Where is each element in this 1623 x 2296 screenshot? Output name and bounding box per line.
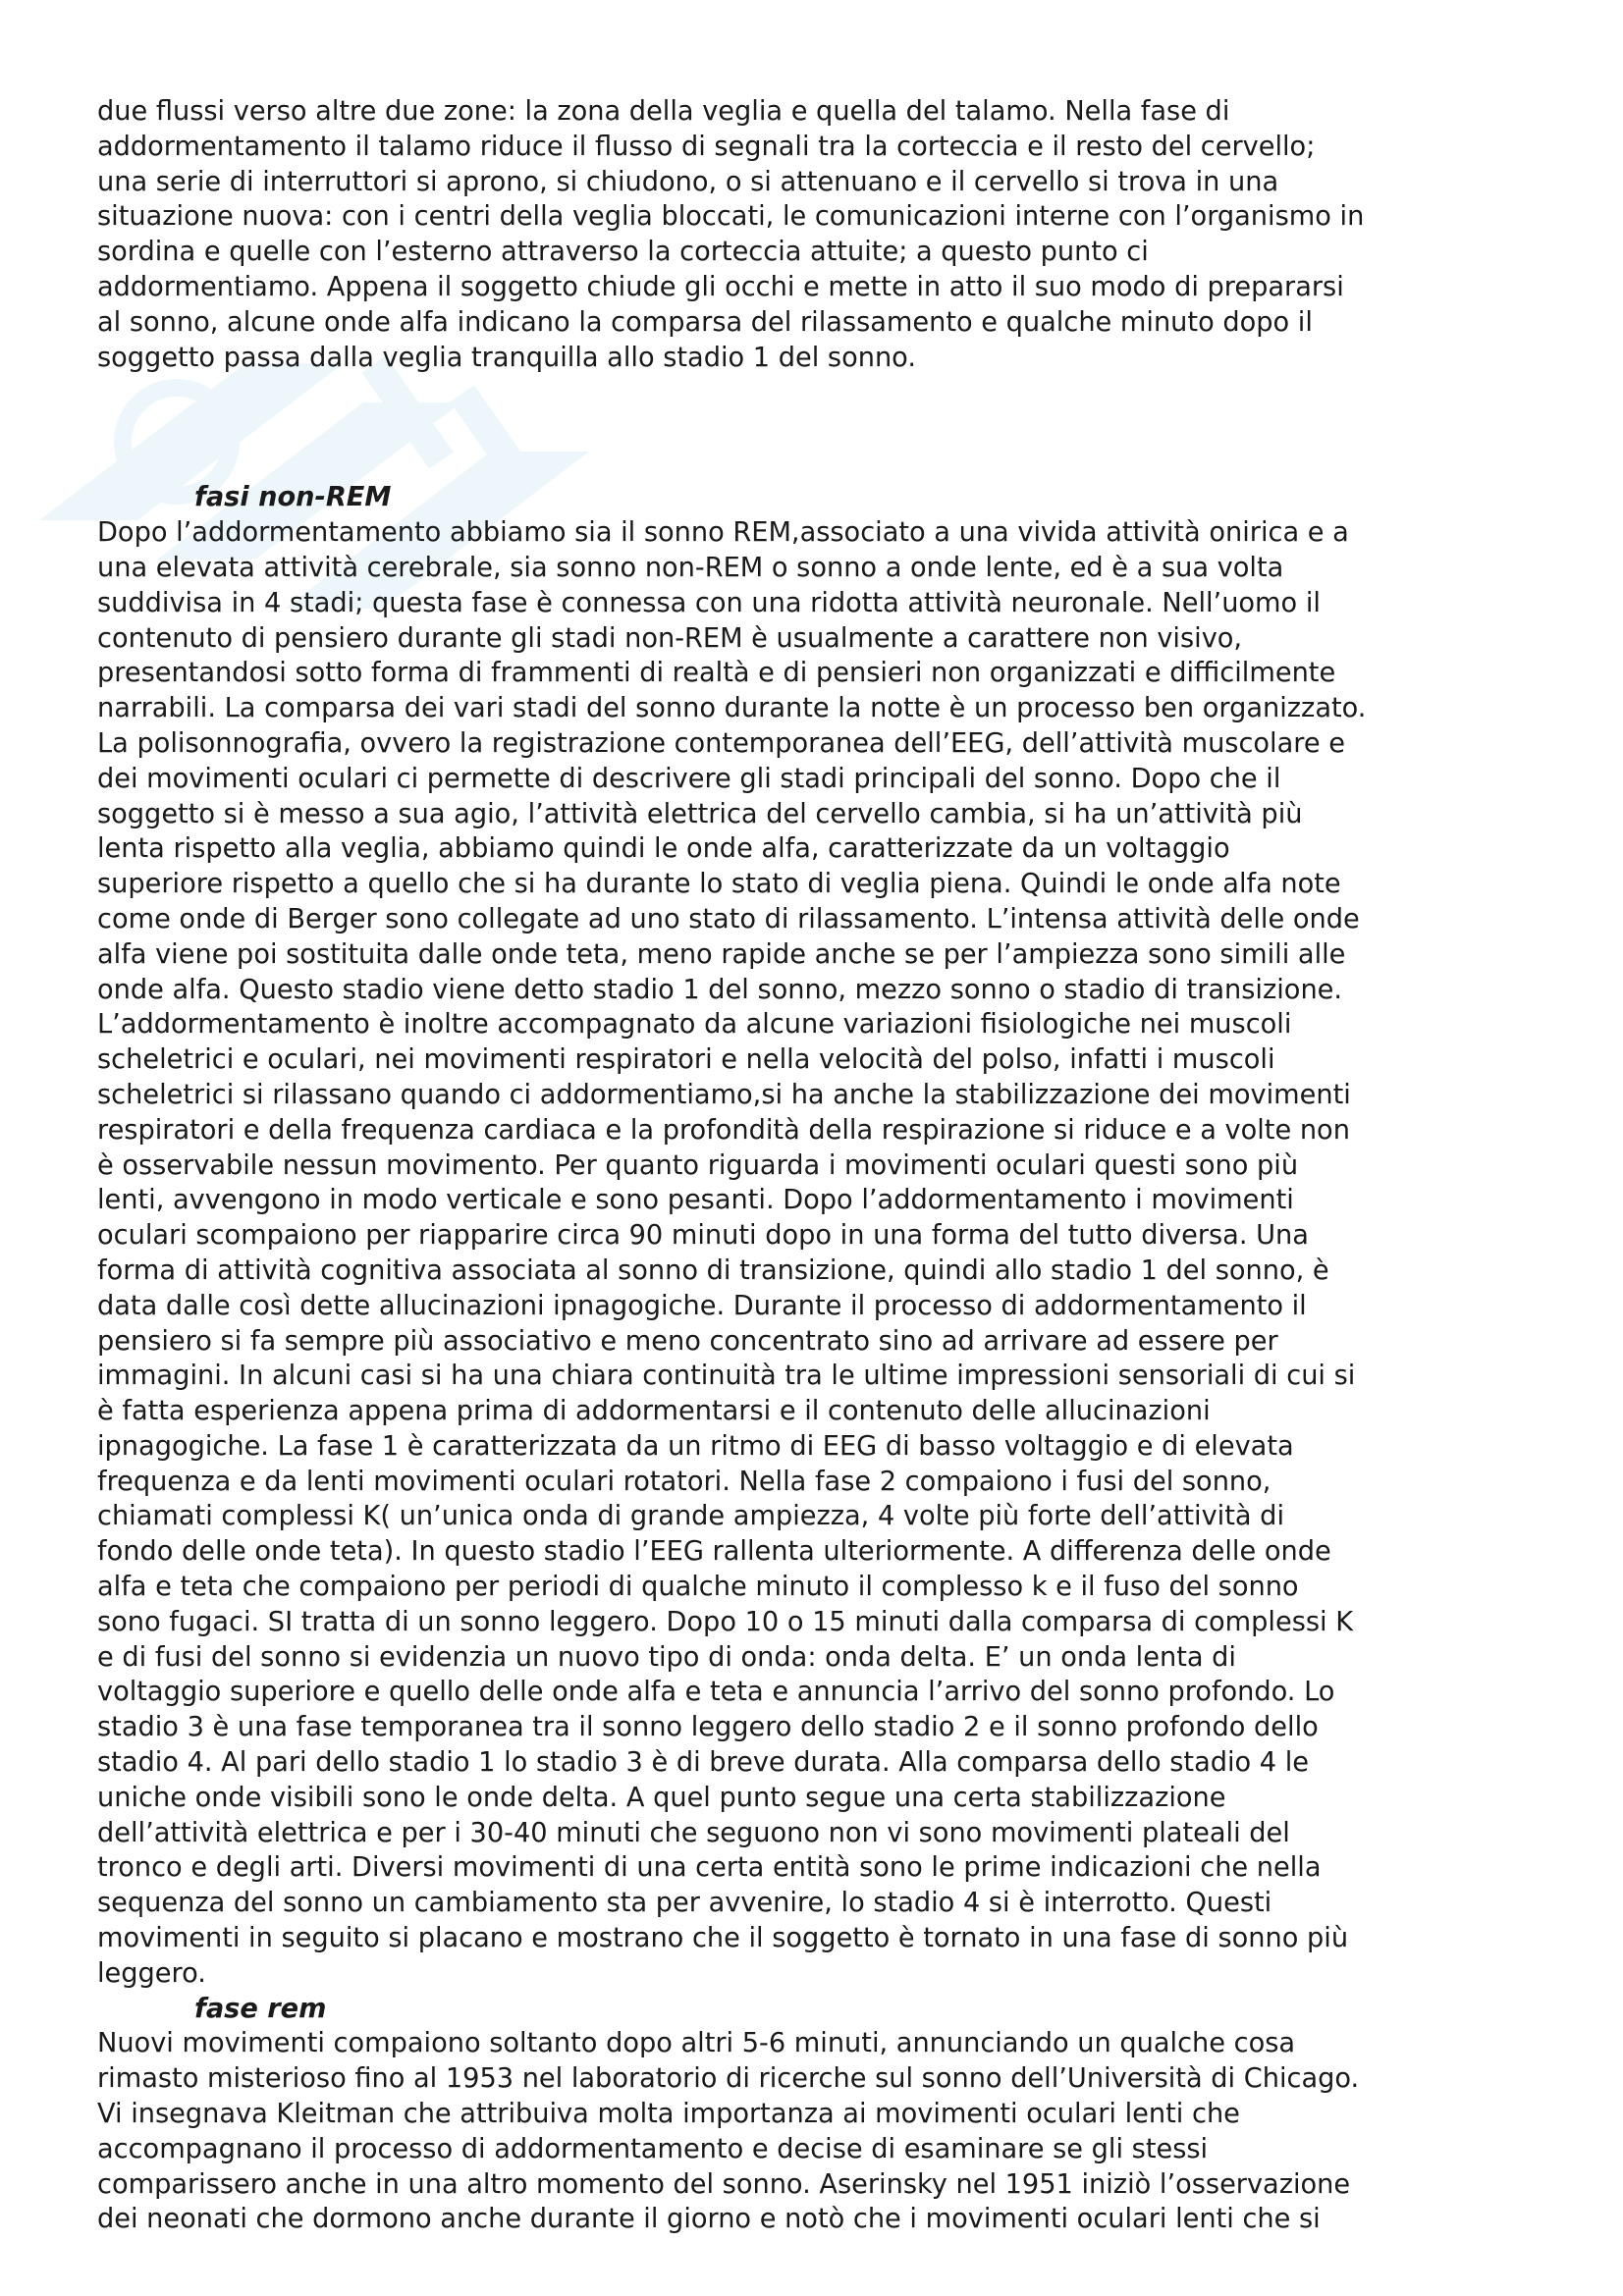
heading-rem: fase rem: [194, 1993, 327, 2024]
section-gap: [97, 375, 1550, 480]
heading-nonrem: fasi non-REM: [194, 482, 392, 513]
rem-paragraph: Nuovi movimenti compaiono soltanto dopo altri 5-6 minuti, annunciando un qualche cosa rimasto misterioso fino al 1953 nel laboratorio di ricerche sul sonno dell’Università di Chicago. Vi insegnava Kleitman che attribuiva molta importanza ai movimenti oculari lenti che accompagnano il processo di addormentamento e decise di esaminare se gli stessi comparissero anche in una altro momento del sonno. Aserinsky nel 1951 iniziò l’osservazione dei neonati che dormono anche durante il giorno e notò che i movimenti oculari lenti che si: [97, 2028, 1360, 2235]
intro-paragraph: due flussi verso altre due zone: la zona della veglia e quella del talamo. Nella fase di addormentamento il talamo riduce il flusso di segnali tra la corteccia e il resto del cervello; una serie di interruttori si aprono, si chiudono, o si attenuano e il cervello si trova in una situazione nuova: con i centri della veglia bloccati, le comunicazioni interne con l’organismo in sordina e quelle con l’esterno attraverso la corteccia attuite; a questo punto ci addormentiamo. Appena il soggetto chiude gli occhi e mette in atto il suo modo di prepararsi al sonno, alcune onde alfa indicano la comparsa del rilassamento e qualche minuto dopo il soggetto passa dalla veglia tranquilla allo stadio 1 del sonno.: [97, 96, 1365, 373]
nonrem-paragraph: Dopo l’addormentamento abbiamo sia il sonno REM,associato a una vivida attività onirica e a una elevata attività cerebrale, sia sonno non-REM o sonno a onde lente, ed è a sua volta suddivisa in 4 stadi; questa fase è connessa con una ridotta attività neuronale. Nell’uomo il contenuto di pensiero durante gli stadi non-REM è usualmente a carattere non visivo, presentandosi sotto forma di frammenti di realtà e di pensieri non organizzati e difficilmente narrabili. La comparsa dei vari stadi del sonno durante la notte è un processo ben organizzato. La polisonnografia, ovvero la registrazione contemporanea dell’EEG, dell’attività muscolare e dei movimenti oculari ci permette di descrivere gli stadi principali del sonno. Dopo che il soggetto si è messo a sua agio, l’attività elettrica del cervello cambia, si ha un’attività più lenta rispetto alla veglia, abbiamo quindi le onde alfa, caratterizzate da un voltaggio superiore rispetto a quello che si ha durante lo stato di veglia piena. Quindi le onde alfa note come onde di Berger sono collegate ad uno stato di rilassamento. L’intensa attività delle onde alfa viene poi sostituita dalle onde teta, meno rapide anche se per l’ampiezza sono simili alle onde alfa. Questo stadio viene detto stadio 1 del sonno, mezzo sonno o stadio di transizione. L’addormentamento è inoltre accompagnato da alcune variazioni fisiologiche nei muscoli scheletrici e oculari, nei movimenti respiratori e nella velocità del polso, infatti i muscoli scheletrici si rilassano quando ci addormentiamo,si ha anche la stabilizzazione dei movimenti respiratori e della frequenza cardiaca e la profondità della respirazione si riduce e a volte non è osservabile nessun movimento. Per quanto riguarda i movimenti oculari questi sono più lenti, avvengono in modo verticale e sono pesanti. Dopo l’addormentamento i movimenti oculari scompaiono per riapparire circa 90 minuti dopo in una forma del tutto diversa. Una forma di attività cognitiva associata al sonno di transizione, quindi allo stadio 1 del sonno, è data dalle così dette allucinazioni ipnagogiche. Durante il processo di addormentamento il pensiero si fa sempre più associativo e meno concentrato sino ad arrivare ad essere per immagini. In alcuni casi si ha una chiara continuità tra le ultime impressioni sensoriali di cui si è fatta esperienza appena prima di addormentarsi e il contenuto delle allucinazioni ipnagogiche. La fase 1 è caratterizzata da un ritmo di EEG di basso voltaggio e di elevata frequenza e da lenti movimenti oculari rotatori. Nella fase 2 compaiono i fusi del sonno, chiamati complessi K( un’unica onda di grande ampiezza, 4 volte più forte dell’attività di fondo delle onde teta). In questo stadio l’EEG rallenta ulteriormente. A differenza delle onde alfa e teta che compaiono per periodi di qualche minuto il complesso k e il fuso del sonno sono fugaci. SI tratta di un sonno leggero. Dopo 10 o 15 minuti dalla comparsa di complessi K e di fusi del sonno si evidenzia un nuovo tipo di onda: onda delta. E’ un onda lenta di voltaggio superiore e quello delle onde alfa e teta e annuncia l’arrivo del sonno profondo. Lo stadio 3 è una fase temporanea tra il sonno leggero dello stadio 2 e il sonno profondo dello stadio 4. Al pari dello stadio 1 lo stadio 3 è di breve durata. Alla comparsa dello stadio 4 le uniche onde visibili sono le onde delta. A quel punto segue una certa stabilizzazione dell’attività elettrica e per i 30-40 minuti che seguono non vi sono movimenti plateali del tronco e degli arti. Diversi movimenti di una certa entità sono le prime indicazioni che nella sequenza del sonno un cambiamento sta per avvenire, lo stadio 4 si è interrotto. Questi movimenti in seguito si placano e mostrano che il soggetto è tornato in una fase di sonno più leggero.: [97, 517, 1367, 1989]
document-page: [97, 94, 1550, 2237]
